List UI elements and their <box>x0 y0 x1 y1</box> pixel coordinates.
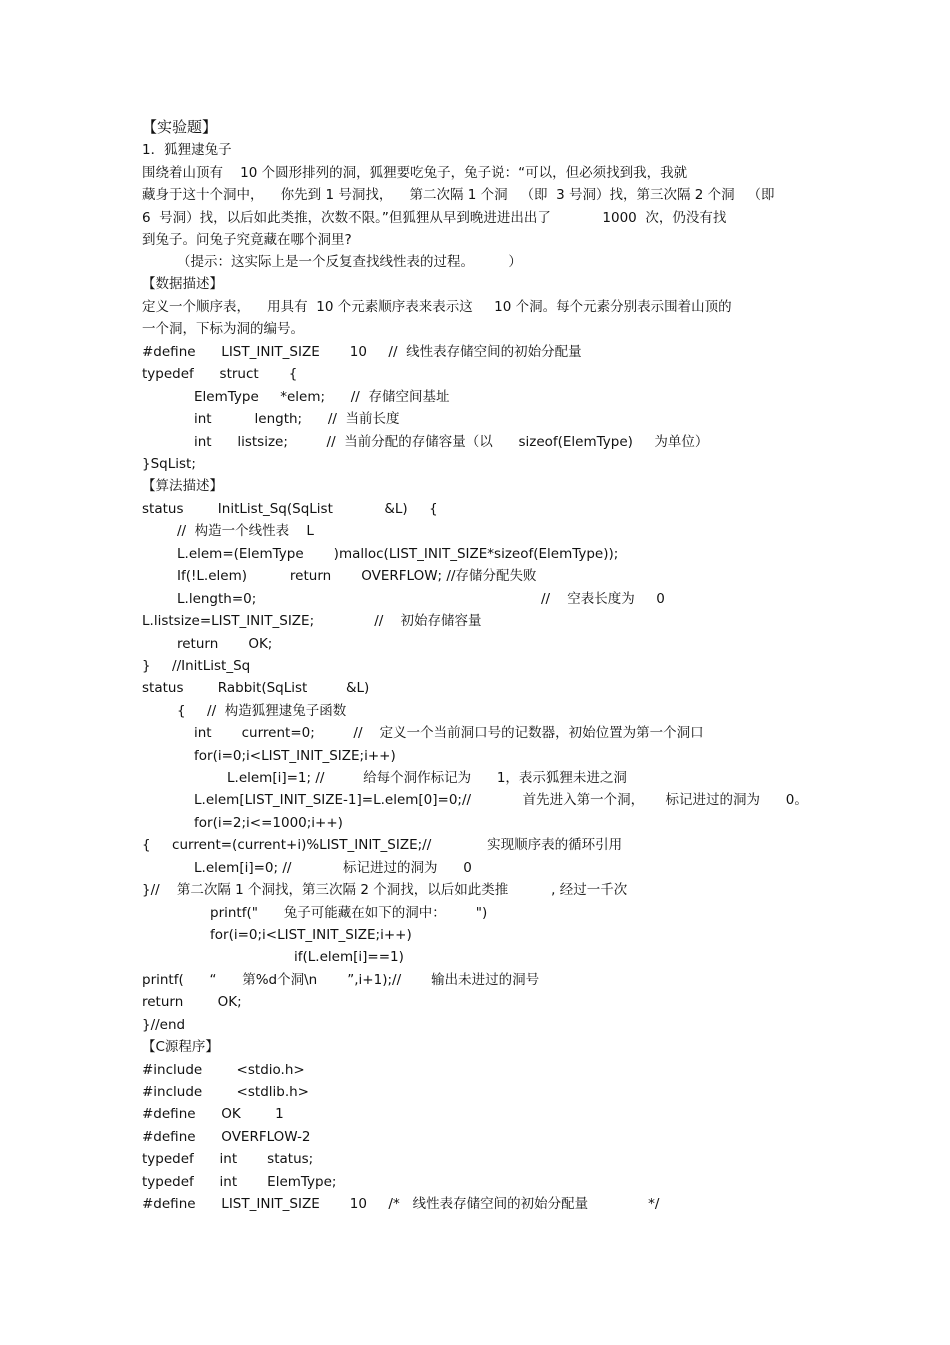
code-line: typedef struct { <box>142 366 298 382</box>
code-line: L.elem=(ElemType )malloc(LIST_INIT_SIZE*sizeof(ElemType)); <box>177 546 619 562</box>
section-heading-source: 【C源程序】 <box>142 1039 219 1055</box>
code-line: #define OVERFLOW-2 <box>142 1129 311 1145</box>
code-line: If(!L.elem) return OVERFLOW; //存储分配失败 <box>177 568 537 584</box>
code-line: int length; // 当前长度 <box>194 411 400 427</box>
code-line: status InitList_Sq(SqList &L) { <box>142 501 438 517</box>
code-line: }//end <box>142 1017 186 1033</box>
code-line: // 构造一个线性表 L <box>177 523 314 539</box>
code-line: int current=0; // 定义一个当前洞口号的记数器，初始位置为第一个洞口 <box>194 725 704 741</box>
text-line: 一个洞，下标为洞的编号。 <box>142 321 304 337</box>
code-line: int listsize; // 当前分配的存储容量（以 sizeof(ElemType) 为单位） <box>194 434 709 450</box>
code-line: printf(" 兔子可能藏在如下的洞中： ") <box>210 905 488 921</box>
code-line: L.elem[i]=0; // 标记进过的洞为 0 <box>194 860 472 876</box>
code-line: if(L.elem[i]==1) <box>294 949 404 965</box>
code-line: for(i=0;i<LIST_INIT_SIZE;i++) <box>210 927 412 943</box>
code-line: }// 第二次隔 1 个洞找，第三次隔 2 个洞找，以后如此类推 , 经过一千次 <box>142 882 628 898</box>
code-line: L.elem[i]=1; // 给每个洞作标记为 1，表示狐狸未进之洞 <box>227 770 627 786</box>
code-line: #include <stdio.h> <box>142 1062 305 1078</box>
code-line: #define LIST_INIT_SIZE 10 /* 线性表存储空间的初始分配量 */ <box>142 1196 660 1212</box>
text-line: 6 号洞）找，以后如此类推，次数不限。”但狐狸从早到晚进进出出了 1000 次，仍没有找 <box>142 210 727 226</box>
code-line: { current=(current+i)%LIST_INIT_SIZE;// 实现顺序表的循环引用 <box>142 837 623 853</box>
hint-line: （提示：这实际上是一个反复查找线性表的过程。 ） <box>177 254 522 270</box>
code-comment: // 空表长度为 0 <box>541 591 665 607</box>
text-line: 藏身于这十个洞中， 你先到 1 号洞找， 第二次隔 1 个洞 （即 3 号洞）找，第三次隔 2 个洞 （即 <box>142 187 775 203</box>
text-line: 定义一个顺序表， 用具有 10 个元素顺序表来表示这 10 个洞。每个元素分别表示围着山顶的 <box>142 299 732 315</box>
code-line: L.length=0; <box>177 591 257 607</box>
code-line: { // 构造狐狸逮兔子函数 <box>177 703 347 719</box>
code-line: return OK; <box>142 994 242 1010</box>
code-line: typedef int status; <box>142 1151 314 1167</box>
code-line: for(i=0;i<LIST_INIT_SIZE;i++) <box>194 748 396 764</box>
section-heading-algorithm: 【算法描述】 <box>142 478 223 494</box>
code-line: printf( “ 第%d个洞\n ”,i+1);// 输出未进过的洞号 <box>142 972 540 988</box>
code-line: L.elem[LIST_INIT_SIZE-1]=L.elem[0]=0;// 首先进入第一个洞， 标记进过的洞为 0。 <box>194 792 808 808</box>
problem-title: 1．狐狸逮兔子 <box>142 142 232 158</box>
text-line: 围绕着山顶有 10 个圆形排列的洞，狐狸要吃兔子，兔子说：“可以，但必须找到我，我就 <box>142 165 688 181</box>
code-line: } //InitList_Sq <box>142 658 251 674</box>
text-line: 到兔子。问兔子究竟藏在哪个洞里? <box>142 232 352 248</box>
code-line: #define LIST_INIT_SIZE 10 // 线性表存储空间的初始分配量 <box>142 344 582 360</box>
code-line: #include <stdlib.h> <box>142 1084 309 1100</box>
code-line: ElemType *elem; // 存储空间基址 <box>194 389 450 405</box>
code-line: L.listsize=LIST_INIT_SIZE; // 初始存储容量 <box>142 613 482 629</box>
code-line: }SqList; <box>142 456 196 472</box>
code-line: return OK; <box>177 636 273 652</box>
code-line: #define OK 1 <box>142 1106 284 1122</box>
section-heading-experiment: 【实验题】 <box>142 118 218 136</box>
section-heading-data: 【数据描述】 <box>142 276 223 292</box>
code-line: typedef int ElemType; <box>142 1174 337 1190</box>
code-line: for(i=2;i<=1000;i++) <box>194 815 343 831</box>
code-line: status Rabbit(SqList &L) <box>142 680 370 696</box>
